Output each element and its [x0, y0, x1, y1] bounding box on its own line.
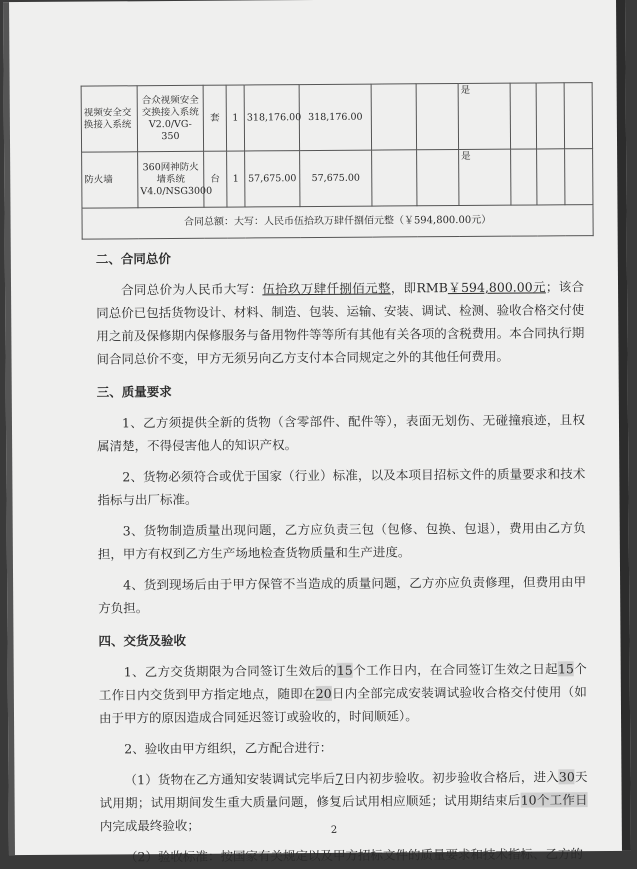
item-spec: 360网神防火墙系统V4.0/NSG3000	[138, 151, 204, 207]
item-unit-price: 318,176.00	[244, 85, 299, 151]
page-edge-shadow	[3, 2, 15, 855]
table-row	[81, 83, 592, 153]
paragraph: 2、货物必须符合或优于国家（行业）标准，以及本项目招标文件的质量要求和技术指标与出厂标准。	[97, 466, 586, 508]
paragraph: （1）货物在乙方通知安装调试完毕后7日内初步验收。初步验收合格后，进入30天试用期；试用期间发生重大质量问题，修复后试用相应顺延；试用期结束后10个工作日内完成最终验收；	[99, 769, 588, 834]
paragraph: 3、货物制造质量出现问题，乙方应负责三包（包修、包换、包退），费用由乙方负担，甲方有权到乙方生产场地检查货物质量和生产进度。	[97, 520, 586, 562]
section-heading: 二、合同总价	[95, 251, 171, 267]
table-total-row	[82, 205, 593, 240]
item-name: 视频安全交换接入系统	[81, 86, 137, 152]
photo-background-edge	[616, 0, 631, 851]
paragraph: 1、乙方交货期限为合同签订生效后的15个工作日内，在合同签订生效之日起15个工作日内交货到甲方指定地点，随即在20日内全部完成安装调试验收合格交付使用（如由于甲方的原因造成合同延迟签订或验收的，时间顺延）。	[98, 661, 587, 726]
item-name: 防火墙	[82, 152, 138, 208]
document-page	[3, 0, 631, 865]
item-qty: 1	[226, 85, 244, 151]
paragraph: 2、验收由甲方组织，乙方配合进行：	[124, 739, 333, 757]
paragraph: （2）验收标准：按国家有关规定以及甲方招标文件的质量要求和技术指标、乙方的	[124, 846, 584, 865]
item-unit-price: 57,675.00	[245, 151, 300, 207]
item-unit: 台	[204, 151, 227, 207]
section-heading: 四、交货及验收	[98, 632, 187, 649]
item-total: 318,176.00	[299, 84, 371, 151]
item-spec: 合众视频安全交换接入系统V2.0/VG-350	[137, 85, 203, 151]
item-flag: 是	[459, 149, 511, 205]
table-row	[82, 149, 593, 209]
paragraph: 4、货到现场后由于甲方保管不当造成的质量问题，乙方亦应负责修理，但费用由甲方负担。	[98, 574, 587, 616]
equipment-table	[81, 82, 594, 240]
item-total: 57,675.00	[300, 150, 372, 207]
item-unit: 套	[203, 85, 226, 151]
paragraph: 合同总价为人民币大写：伍拾玖万肆仟捌佰元整，即RMB￥594,800.00元；该合同总价已包括货物设计、材料、制造、包装、运输、安装、调试、检测、验收合格交付使用之前及保修期内保修服务与备用物件等等所有其他有关各项的含税费用。本合同执行期间合同总价不变，甲方无须另向乙方支付本合同规定之外的其他任何费用。	[96, 279, 585, 367]
item-qty: 1	[227, 151, 245, 207]
paragraph: 1、乙方须提供全新的货物（含零部件、配件等），表面无划伤、无碰撞痕迹，且权属清楚，不得侵害他人的知识产权。	[97, 412, 586, 454]
section-heading: 三、质量要求	[96, 384, 172, 400]
item-flag: 是	[458, 83, 510, 149]
page-number: 2	[330, 824, 338, 836]
contract-total: 合同总额：大写：人民币伍拾玖万肆仟捌佰元整（￥594,800.00元）	[82, 205, 593, 240]
contract-body	[96, 244, 588, 868]
